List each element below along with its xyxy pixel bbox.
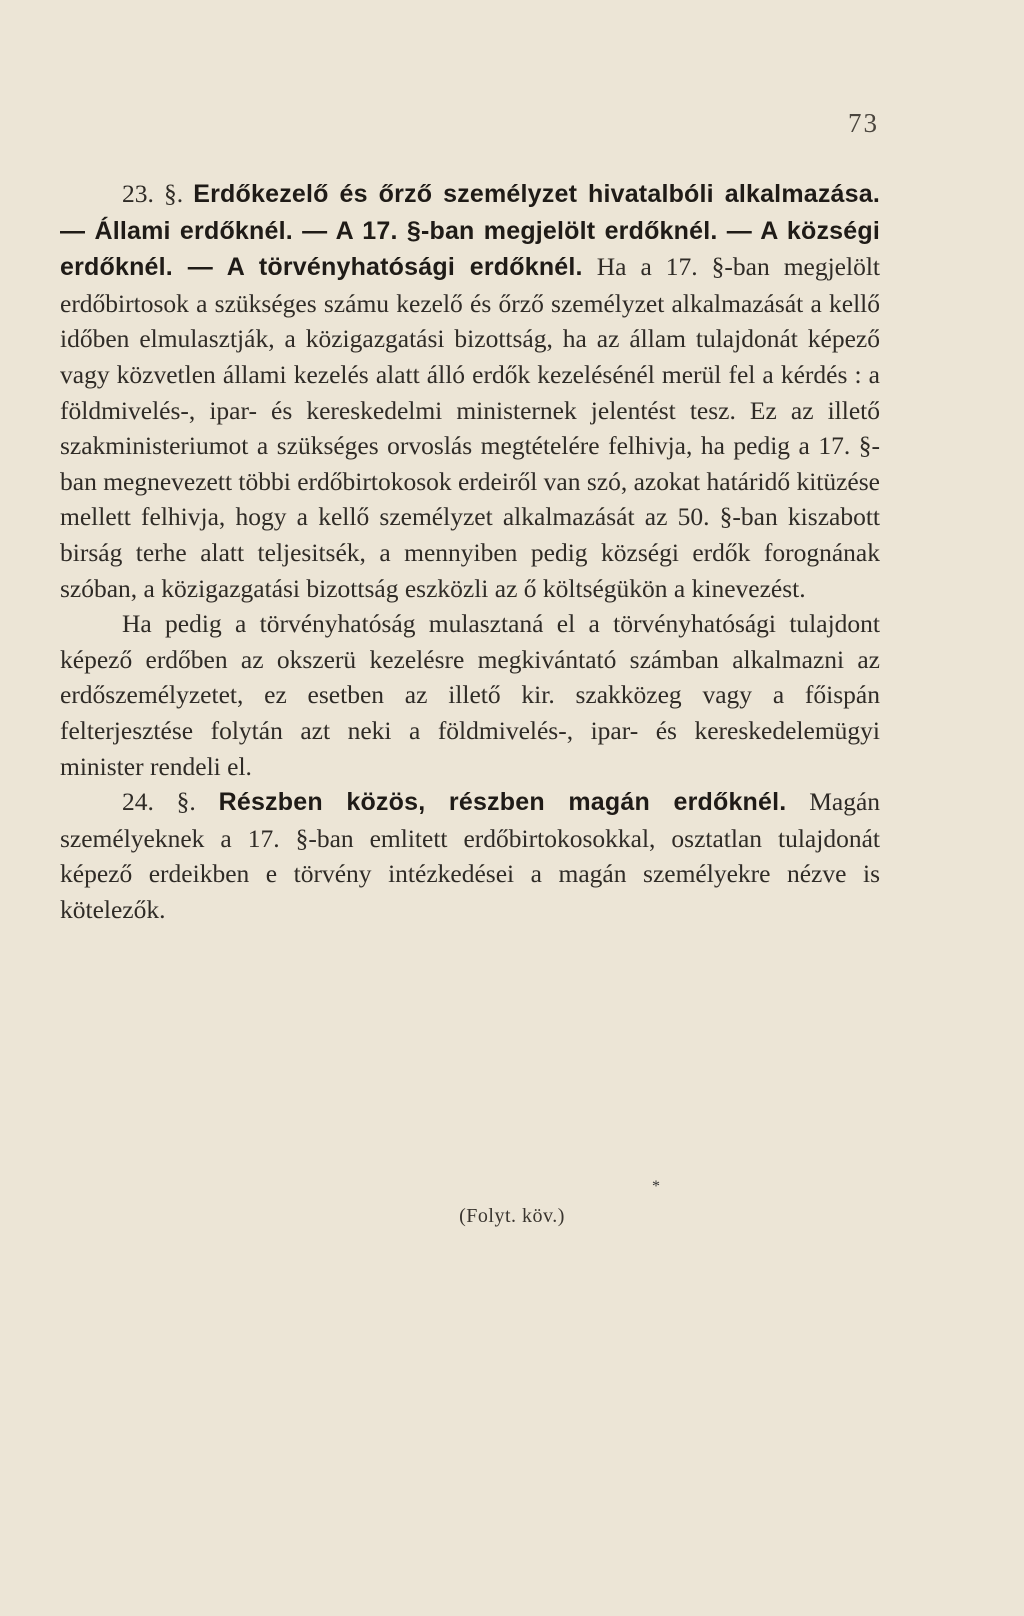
document-body: [60, 176, 880, 927]
section-24-number: 24. §.: [122, 787, 196, 817]
section-24-body: Magán személyeknek a 17. §-ban emlitett erdőbirtokosokkal, osztatlan tulajdonát képező erdeikben e törvény intézkedései a magán személyekre nézve is kötelezők.: [60, 787, 881, 924]
section-23-body: Ha a 17. §-ban megjelölt erdőbirtosok a szükséges számu kezelő és őrző személyzet alkalmazását a kellő időben elmulasztják, a közigazgatási bizottság, ha az állam tulajdonát képező vagy közvetlen állami kezelés alatt álló erdők kezelésénél merül fel a kérdés : a földmivelés-, ipar- és kereskedelmi ministernek jelentést tesz. Ez az illető szakministeriumot a szükséges orvoslás megtételére felhivja, ha pedig a 17. §-ban megnevezett többi erdőbirtokosok erdeiről van szó, azokat határidő kitüzése mellett felhivja, hogy a kellő személyzet alkalmazását az 50. §-ban kiszabott birság terhe alatt teljesitsék, a mennyiben pedig községi erdők forognának szóban, a közigazgatási bizottság eszközli az ő költségükön a kinevezést.: [60, 252, 881, 603]
section-23-paragraph: [60, 176, 880, 606]
section-23-paragraph-2: [60, 606, 880, 784]
page-number: 73: [848, 108, 879, 138]
section-24-heading: Részben közös, részben magán erdőknél.: [218, 788, 787, 817]
ornament-star: *: [652, 1178, 660, 1195]
continued-note: (Folyt. köv.): [459, 1205, 565, 1227]
section-23-heading: Erdőkezelő és őrző személyzet hivatalbóli alkalmazása. — Állami erdőknél. — A 17. §-ban megjelölt erdőknél. — A községi erdőknél. — A törvényhatósági erdőknél.: [60, 180, 881, 282]
section-24-paragraph: [60, 784, 880, 927]
section-23-body-2: Ha pedig a törvényhatóság mulasztaná el a törvényhatósági tulajdont képező erdőben az okszerü kezelésre megkivántató számban alkalmazni az erdőszemélyzetet, ez esetben az illető kir. szakközeg vagy a főispán felterjesztése folytán azt neki a földmivelés-, ipar- és kereskedelemügyi minister rendeli el.: [60, 609, 880, 781]
section-23-number: 23. §.: [122, 179, 184, 208]
